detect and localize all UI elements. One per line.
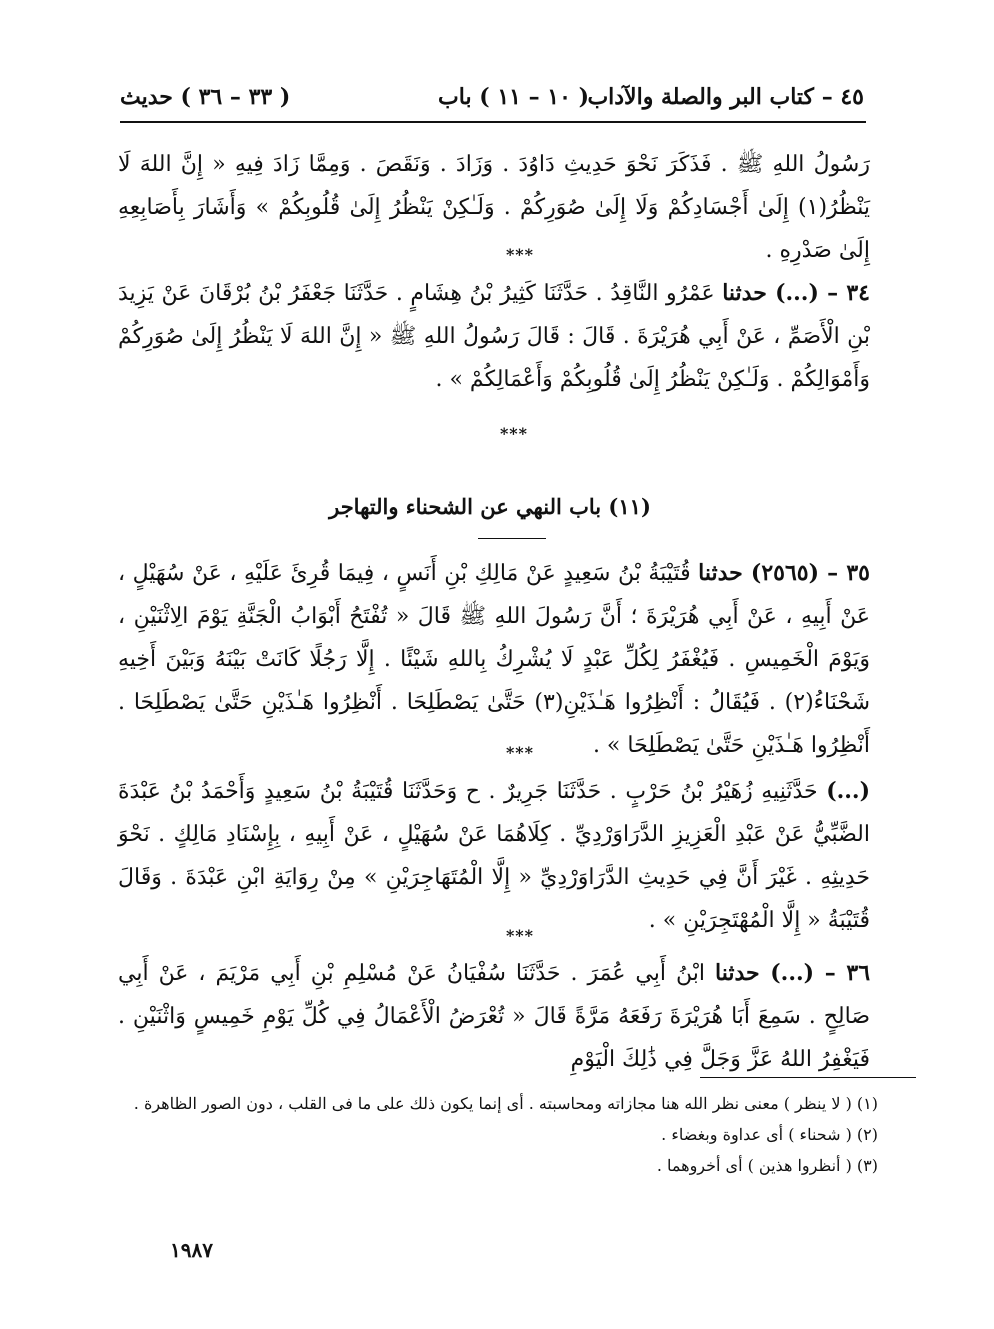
- chapter-title: (١١) باب النهي عن الشحناء والتهاجر: [329, 494, 651, 519]
- section-separator: ***: [505, 743, 535, 762]
- hadith-36-text: [118, 952, 870, 1081]
- page-number: ١٩٨٧: [170, 1238, 213, 1262]
- hadith-34-body: عَمْرُو النَّاقِدُ . حَدَّثَنَا كَثِيرُ بْنُ هِشَامٍ . حَدَّثَنَا جَعْفَرُ بْنُ بُرْقَانَ عَنْ يَزِيدَ بْنِ الْأَصَمِّ ، عَنْ أَبِي هُرَيْرَةَ . قَالَ : قَالَ رَسُولُ اللهِ ﷺ « إِنَّ اللهَ لَا يَنْظُرُ إِلَىٰ صُوَرِكُمْ وَأَمْوَالِكُمْ . وَلَـٰكِنْ يَنْظُرُ إِلَىٰ قُلُوبِكُمْ وَأَعْمَالِكُمْ » .: [118, 281, 870, 392]
- hadith-36-body: ابْنُ أَبِي عُمَرَ . حَدَّثَنَا سُفْيَانُ عَنْ مُسْلِمِ بْنِ أَبِي مَرْيَمَ ، عَنْ أَبِي صَالِحٍ . سَمِعَ أَبَا هُرَيْرَةَ رَفَعَهُ مَرَّةً قَالَ « تُعْرَضُ الْأَعْمَالُ فِي كُلِّ يَوْمِ خَمِيسٍ وَاثْنَيْنِ . فَيَغْفِرُ اللهُ عَزَّ وَجَلَّ فِي ذَٰلِكَ الْيَوْمِ: [118, 961, 870, 1072]
- hadith-35-body: قُتَيْبَةُ بْنُ سَعِيدٍ عَنْ مَالِكِ بْنِ أَنَسٍ ، فِيمَا قُرِئَ عَلَيْهِ ، عَنْ سُهَيْلٍ ، عَنْ أَبِيهِ ، عَنْ أَبِي هُرَيْرَةَ ؛ أَنَّ رَسُولَ اللهِ ﷺ قَالَ « تُفْتَحُ أَبْوَابُ الْجَنَّةِ يَوْمَ الِاثْنَيْنِ ، وَيَوْمَ الْخَمِيسِ . فَيُغْفَرُ لِكُلِّ عَبْدٍ لَا يُشْرِكُ بِاللهِ شَيْئًا . إِلَّا رَجُلًا كَانَتْ بَيْنَهُ وَبَيْنَ أَخِيهِ شَحْنَاءُ(٢) . فَيُقَالُ : أَنْظِرُوا هَـٰذَيْنِ(٣) حَتَّىٰ يَصْطَلِحَا . أَنْظِرُوا هَـٰذَيْنِ حَتَّىٰ يَصْطَلِحَا . أَنْظِرُوا هَـٰذَيْنِ حَتَّىٰ يَصْطَلِحَا » .: [118, 561, 870, 758]
- paragraph-text: رَسُولُ اللهِ ﷺ . فَذَكَرَ نَحْوَ حَدِيثِ دَاوُدَ . وَزَادَ . وَنَقَصَ . وَمِمَّا زَادَ فِيهِ « إِنَّ اللهَ لَا يَنْظُرُ(١) إِلَىٰ أَجْسَادِكُمْ وَلَا إِلَىٰ صُوَرِكُمْ . وَلَـٰكِنْ يَنْظُرُ إِلَىٰ قُلُوبِكُمْ » وَأَشَارَ بِأَصَابِعِهِ إِلَىٰ صَدْرِهِ .: [118, 152, 870, 263]
- hadith-35: [118, 552, 870, 767]
- header-chapter-range: ( ١٠ – ١١ ) باب: [438, 84, 589, 110]
- hadith-36: [118, 952, 870, 1081]
- footnote-3: (٣) ( أنظروا هذين ) أى أخروهما .: [656, 1156, 878, 1175]
- header-hadith-range: ( ٣٣ – ٣٦ ) حديث: [120, 84, 291, 110]
- footnotes: [118, 1088, 878, 1181]
- header-book-title: ٤٥ – كتاب البر والصلة والآداب: [587, 84, 864, 110]
- hadith-35-number: ٣٥ – (٢٥٦٥) حدثنا: [698, 560, 870, 586]
- hadith-35-text: [118, 552, 870, 767]
- footnote-2: (٢) ( شحناء ) أى عداوة وبغضاء .: [661, 1125, 878, 1144]
- chapter-separator: ***: [499, 424, 529, 443]
- chapter-title-underline: [478, 538, 546, 539]
- running-header: [120, 84, 864, 118]
- hadith-35-variant-text: [118, 770, 870, 942]
- header-rule: [120, 121, 866, 123]
- hadith-34: [118, 272, 870, 401]
- section-separator: ***: [505, 926, 535, 945]
- footnote-1: (١) ( لا ينظر ) معنى نظر الله هنا مجازاته ومحاسبته . أى إنما يكون ذلك على ما فى القلب ، دون الصور الظاهرة .: [133, 1094, 878, 1113]
- section-separator: ***: [505, 245, 535, 264]
- hadith-34-number: ٣٤ – (...) حدثنا: [722, 280, 870, 306]
- hadith-36-number: ٣٦ – (...) حدثنا: [714, 960, 871, 986]
- hadith-34-text: [118, 272, 870, 401]
- footnote-rule: [700, 1077, 916, 1078]
- hadith-35-variant-body: حَدَّثَنِيهِ زُهَيْرُ بْنُ حَرْبٍ . حَدَّثَنَا جَرِيرٌ . ح وَحَدَّثَنَا قُتَيْبَةُ بْنُ سَعِيدٍ وَأَحْمَدُ بْنُ عَبْدَةَ الضَّبِّيُّ عَنْ عَبْدِ الْعَزِيزِ الدَّرَاوَرْدِيِّ . كِلَاهُمَا عَنْ سُهَيْلٍ ، عَنْ أَبِيهِ ، بِإِسْنَادِ مَالِكٍ . نَحْوَ حَدِيثِهِ . غَيْرَ أَنَّ فِي حَدِيثِ الدَّرَاوَرْدِيِّ « إِلَّا الْمُتَهَاجِرَيْنِ » مِنْ رِوَايَةِ ابْنِ عَبْدَةَ . وَقَالَ قُتَيْبَةُ « إِلَّا الْمُهْتَجِرَيْنِ » .: [118, 779, 870, 933]
- hadith-35-variant-number: (...): [826, 778, 870, 804]
- hadith-35-variant: [118, 770, 870, 942]
